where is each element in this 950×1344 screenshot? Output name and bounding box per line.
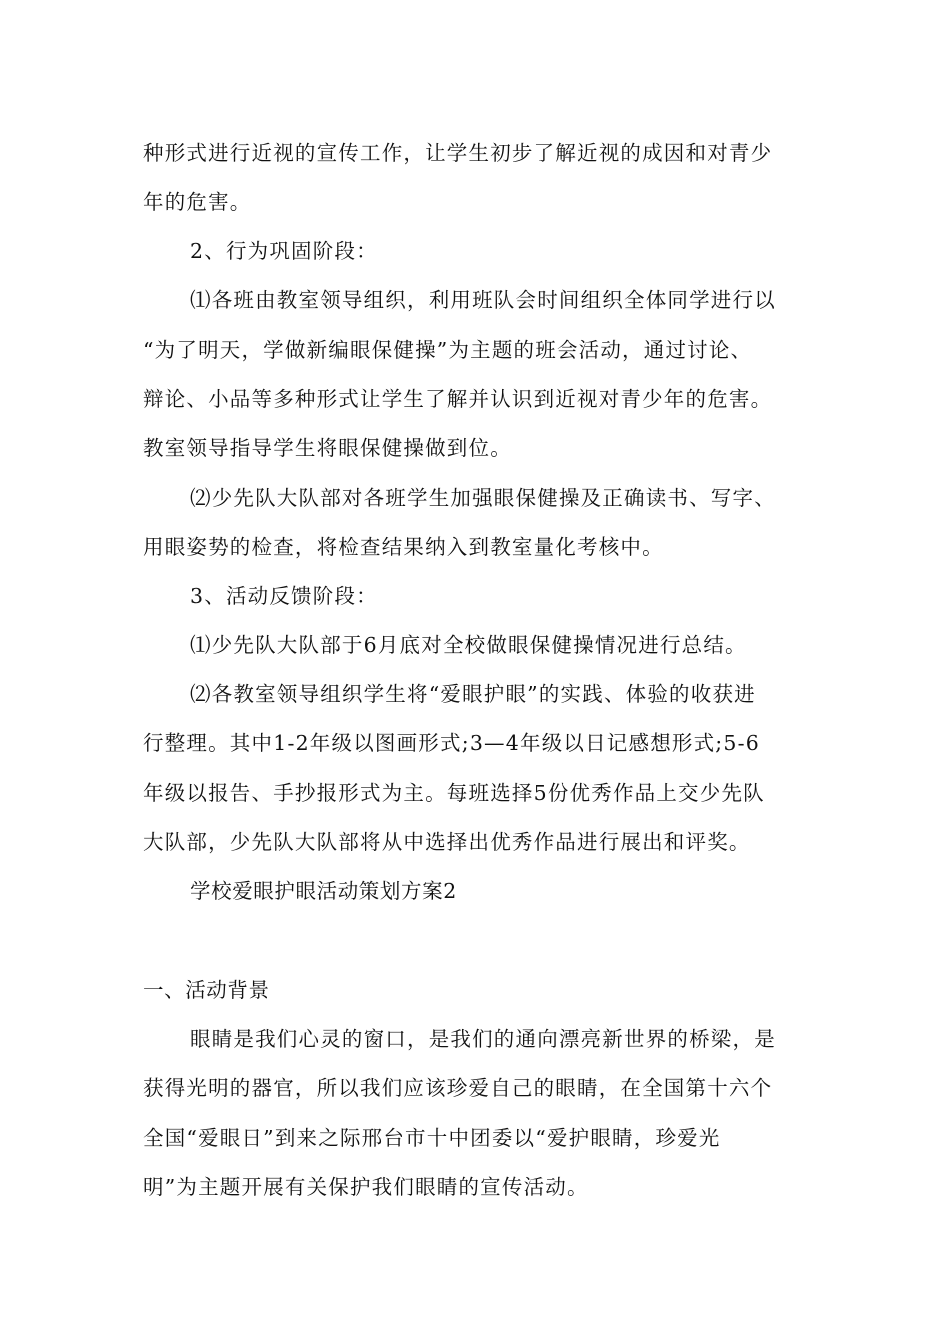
section-heading: 2、行为巩固阶段： (190, 239, 378, 263)
text-line: ⑵各教室领导组织学生将“爱眼护眼”的实践、体验的收获进 (190, 682, 756, 706)
text-line: 种形式进行近视的宣传工作，让学生初步了解近视的成因和对青少 (143, 141, 773, 165)
text-line: ⑴少先队大队部于6月底对全校做眼保健操情况进行总结。 (190, 633, 747, 657)
text-line: 教室领导指导学生将眼保健操做到位。 (143, 436, 512, 460)
section-heading: 3、活动反馈阶段： (190, 584, 378, 608)
text-line: 明”为主题开展有关保护我们眼睛的宣传活动。 (143, 1175, 589, 1199)
text-line: 用眼姿势的检查，将检查结果纳入到教室量化考核中。 (143, 535, 664, 559)
text-line: 行整理。其中1-2年级以图画形式;3—4年级以日记感想形式;5-6 (143, 731, 761, 755)
text-line: 眼睛是我们心灵的窗口，是我们的通向漂亮新世界的桥梁，是 (190, 1027, 776, 1051)
section-heading: 一、活动背景 (143, 978, 270, 1002)
text-line: 年级以报告、手抄报形式为主。每班选择5份优秀作品上交少先队 (143, 781, 765, 805)
text-line: 年的危害。 (143, 190, 252, 214)
document-subtitle: 学校爱眼护眼活动策划方案2 (190, 879, 457, 903)
text-line: “为了明天，学做新编眼保健操”为主题的班会活动，通过讨论、 (143, 338, 753, 362)
text-line: 辩论、小品等多种形式让学生了解并认识到近视对青少年的危害。 (143, 387, 773, 411)
text-line: 全国“爱眼日”到来之际邢台市十中团委以“爱护眼睛，珍爱光 (143, 1126, 721, 1150)
text-line: 大队部，少先队大队部将从中选择出优秀作品进行展出和评奖。 (143, 830, 751, 854)
text-line: 获得光明的器官，所以我们应该珍爱自己的眼睛，在全国第十六个 (143, 1076, 773, 1100)
text-line: ⑵少先队大队部对各班学生加强眼保健操及正确读书、写字、 (190, 486, 776, 510)
text-line: ⑴各班由教室领导组织，利用班队会时间组织全体同学进行以 (190, 288, 776, 312)
